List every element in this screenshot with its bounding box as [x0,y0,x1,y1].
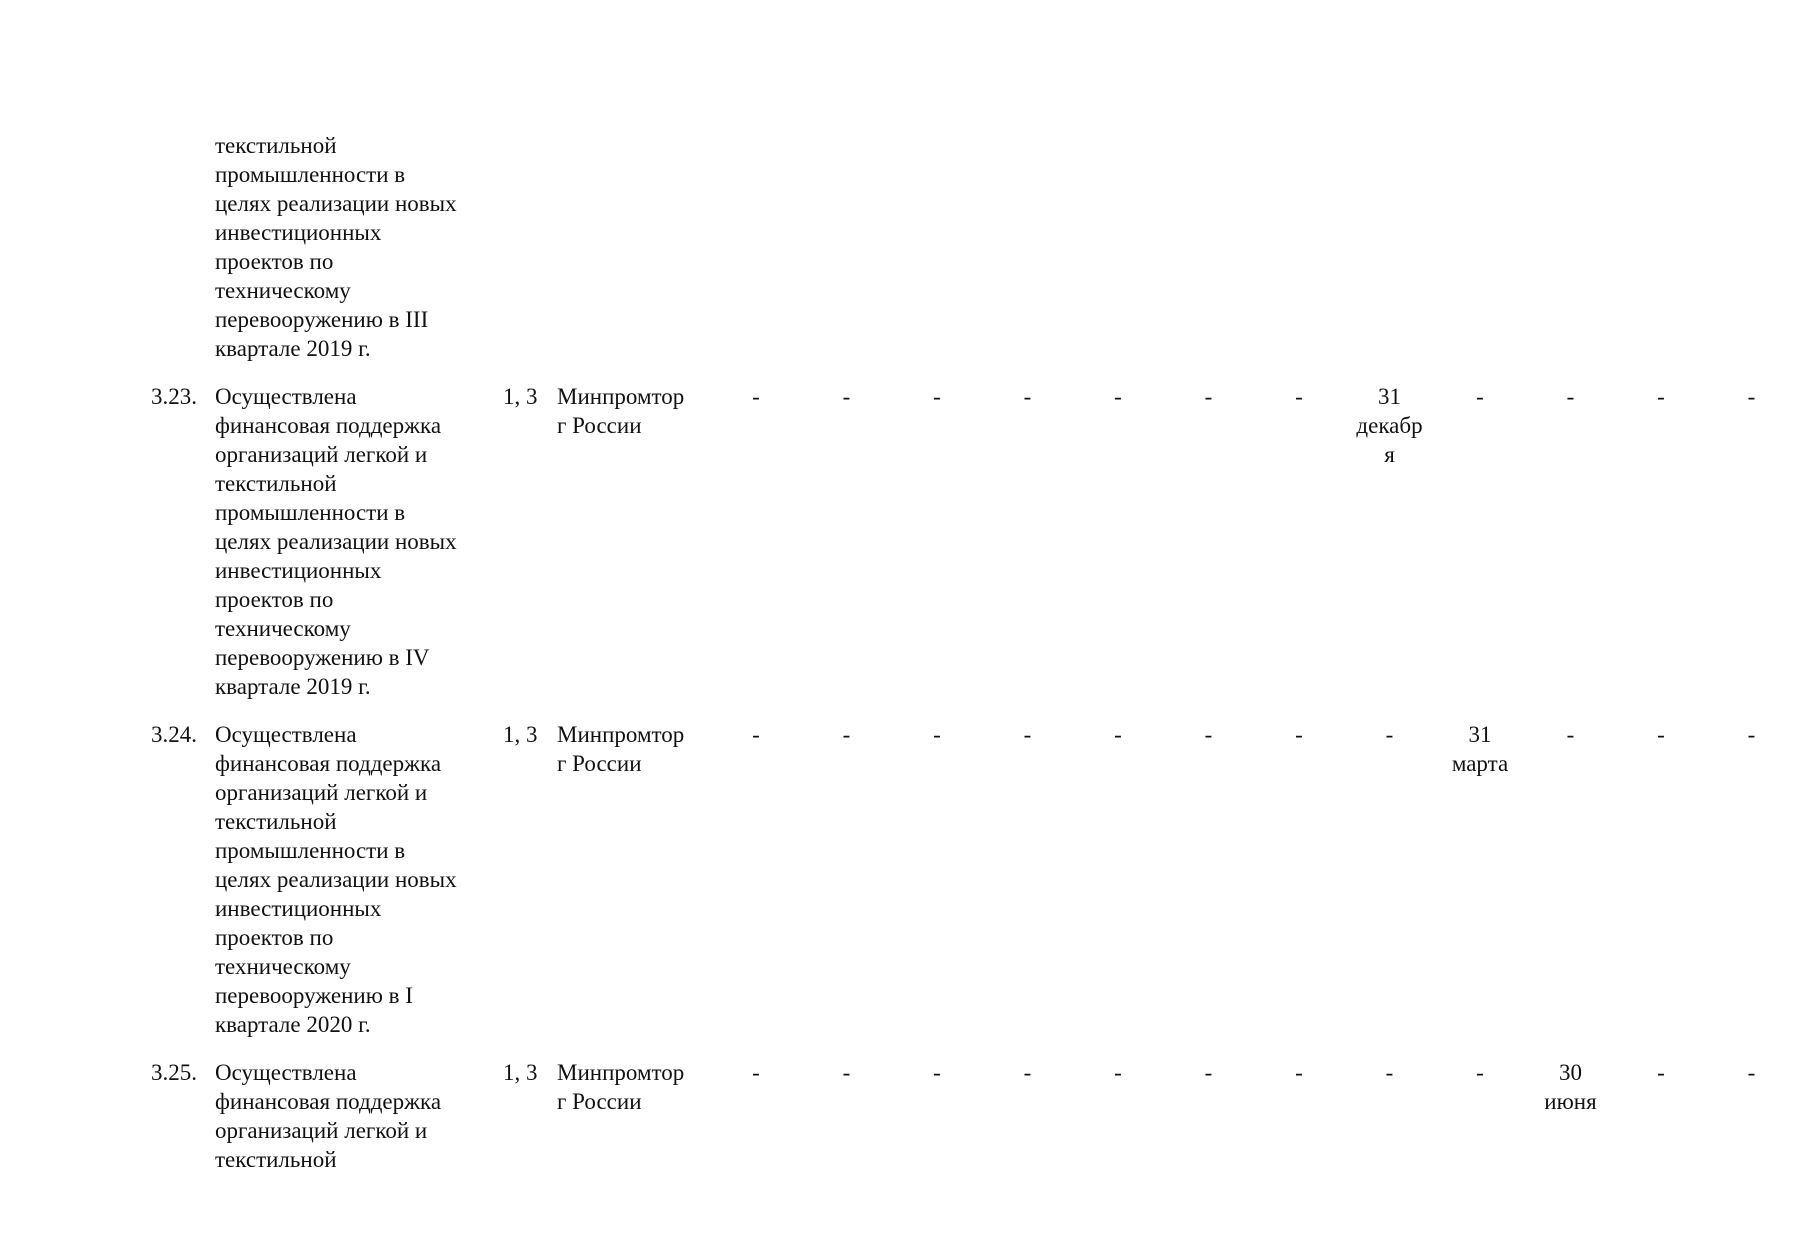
quarter-cell: - [1385,1060,1394,1085]
quarter-cell: 30 июня [1544,1060,1597,1114]
row-number: 3.24. [151,722,197,747]
quarter-cell: - [1385,722,1394,747]
continued-row-description: текстильной промышленности в целях реализации новых инвестиционных проектов по техническому перевооружению в III квартале 2019 г. [215,133,457,361]
quarter-cell: - [1295,1060,1303,1085]
quarter-cell: - [1295,384,1303,409]
quarter-cell: - [1023,1060,1032,1085]
quarter-cell: - [1114,1060,1122,1085]
row-responsible: Минпромтор г России [557,722,685,776]
quarter-cell: - [1747,1060,1756,1085]
quarter-cell: - [1114,384,1122,409]
quarter-cell: - [752,1060,760,1085]
quarter-cell: - [752,722,760,747]
quarter-cell: - [1566,384,1575,409]
quarter-cell: - [1204,722,1213,747]
quarter-cell: - [1476,384,1484,409]
quarter-cell: - [1204,384,1213,409]
quarter-cell: - [1747,722,1756,747]
quarter-cell: 31 декабр я [1356,384,1423,467]
quarter-cell: - [1657,384,1665,409]
quarter-cell: - [933,1060,941,1085]
row-description: Осуществлена финансовая поддержка организаций легкой и текстильной промышленности в целях реализации новых инвестиционных проектов по техническому перевооружению в IV квартале 2019 г. [215,384,457,699]
quarter-cell: - [1023,384,1032,409]
quarter-cell: - [1204,1060,1213,1085]
quarter-cell: - [1657,1060,1665,1085]
row-description: Осуществлена финансовая поддержка организаций легкой и текстильной [215,1060,442,1172]
row-description: Осуществлена финансовая поддержка организаций легкой и текстильной промышленности в целях реализации новых инвестиционных проектов по техническому перевооружению в I квартале 2020 г. [215,722,457,1037]
quarter-cell: - [842,1060,851,1085]
row-indicators: 1, 3 [503,1060,538,1085]
quarter-cell: - [1566,722,1575,747]
quarter-cell: - [1476,1060,1484,1085]
quarter-cell: - [1114,722,1122,747]
quarter-cell: - [752,384,760,409]
quarter-cell: - [1295,722,1303,747]
row-number: 3.25. [151,1060,197,1085]
row-indicators: 1, 3 [503,384,538,409]
quarter-cell: - [842,722,851,747]
quarter-cell: - [842,384,851,409]
quarter-cell: - [933,384,941,409]
quarter-cell: 31 марта [1451,722,1509,776]
row-responsible: Минпромтор г России [557,384,685,438]
quarter-cell: - [1657,722,1665,747]
quarter-cell: - [1023,722,1032,747]
row-responsible: Минпромтор г России [557,1060,685,1114]
quarter-cell: - [1747,384,1756,409]
quarter-cell: - [933,722,941,747]
row-indicators: 1, 3 [503,722,538,747]
row-number: 3.23. [151,384,197,409]
